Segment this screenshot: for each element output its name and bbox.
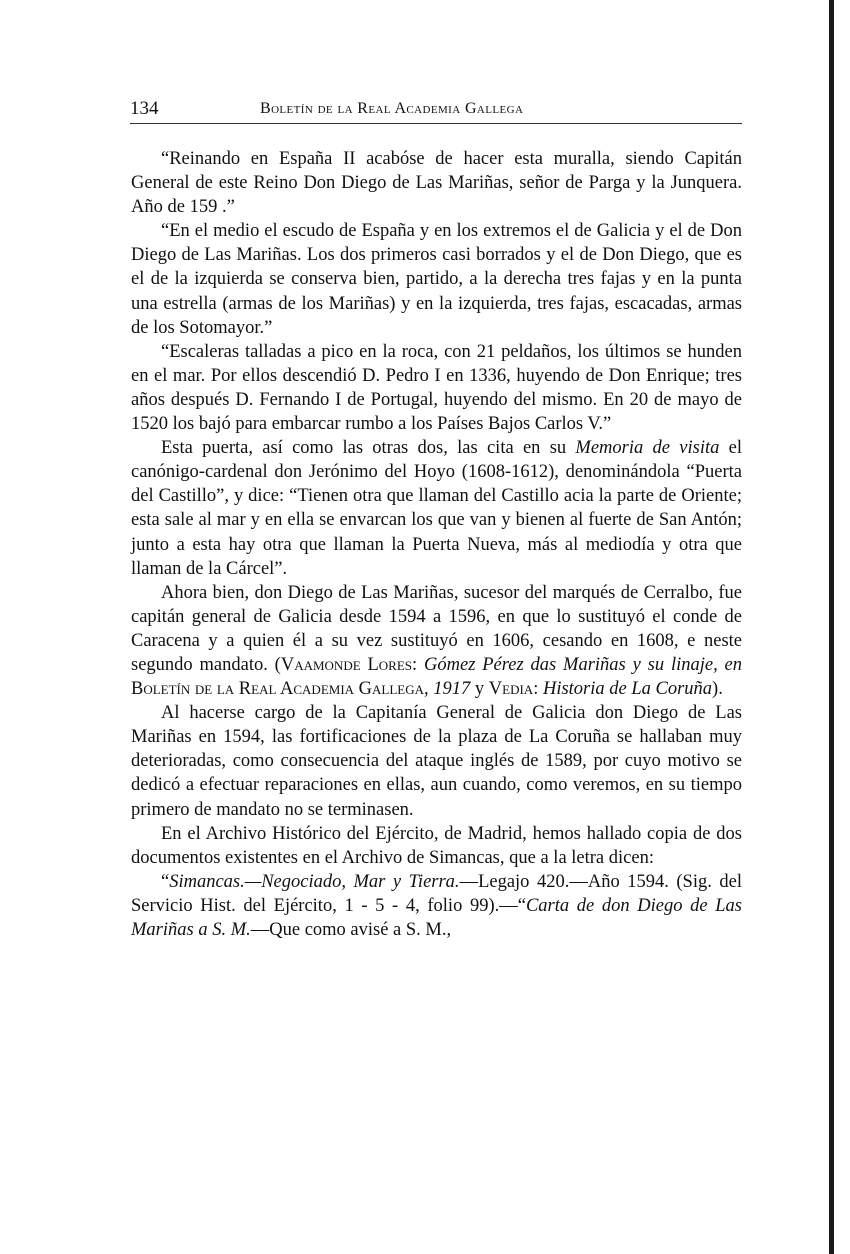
text-run: —Que como avisé a S. M.,	[250, 920, 452, 940]
body-text	[131, 147, 742, 942]
page-edge-border	[829, 0, 834, 1254]
smallcaps-text: Boletín de la Real Academia Gallega	[131, 679, 425, 700]
text-run: ,	[424, 679, 434, 700]
text-run: En el Archivo Histórico del Ejército, de Madrid, hemos hallado copia de dos documentos existentes en el Archivo de Simancas, que a la letra dicen:	[131, 823, 742, 868]
text-run: el canónigo-cardenal don Jerónimo del Hoyo (1608-1612), denominándola “Puerta del Castillo”, y dice: “Tienen otra que llaman del Castillo acia la parte de Oriente; esta sale al mar y en ella se envarcan los que van y bienen al fuerte de San Antón; junto a esta hay otra que llaman la Puerta Nueva, más al mediodía y otra que llaman de la Cárcel”.	[131, 438, 742, 579]
smallcaps-text: Vedia	[488, 679, 534, 700]
text-run: —Legajo 420.—Año 1594. (Sig. del Servicio Hist. del Ejército, 1 - 5 - 4, folio 99).—“	[131, 871, 742, 916]
text-run: “Escaleras talladas a pico en la roca, con 21 peldaños, los últimos se hunden en el mar. Por ellos descendió D. Pedro I en 1336, huyendo de Don Enrique; tres años después D. Fernando I de Portugal, huyendo del mismo. En 20 de mayo de 1520 los bajó para embarcar rumbo a los Países Bajos Carlos V.”	[131, 341, 742, 435]
paragraph	[131, 147, 742, 219]
text-run: Al hacerse cargo de la Capitanía General de Galicia don Diego de Las Mariñas en 1594, las fortificaciones de la plaza de La Coruña se hallaban muy deterioradas, como consecuencia del ataque inglés de 1589, por cuyo motivo se dedicó a efectuar reparaciones en ellas, aun cuando, como veremos, en su tiempo primero de mandato no se terminasen.	[131, 703, 742, 820]
header-rule	[130, 123, 742, 124]
text-run: :	[533, 679, 543, 700]
italic-text: Simancas.—Negociado, Mar y Tierra.	[169, 871, 460, 892]
paragraph	[131, 436, 742, 581]
italic-text: Carta de don Diego de Las Mariñas a S. M.	[131, 895, 742, 940]
paragraph	[131, 340, 742, 436]
paragraph	[131, 701, 742, 821]
running-header	[130, 94, 742, 124]
text-run: ).	[712, 679, 723, 700]
text-run: “En el medio el escudo de España y en los extremos el de Galicia y el de Don Diego de Las Mariñas. Los dos primeros casi borrados y el de Don Diego, que es el de la izquierda se conserva bien, partido, a la derecha tres fajas y en la punta una estrella (armas de los Mariñas) y en la izquierda, tres fajas, escacadas, armas de los Sotomayor.”	[131, 221, 742, 338]
italic-text: Historia de La Coruña	[542, 679, 713, 700]
page-number: 134	[130, 98, 159, 119]
italic-text: Memoria de visita	[575, 438, 720, 459]
paragraph	[131, 581, 742, 701]
text-run: Ahora bien, don Diego de Las Mariñas, sucesor del marqués de Cerralbo, fue capitán general de Galicia desde 1594 a 1596, en que lo sustituyó el conde de Caracena y a quien él a su vez sustituyó en 1606, cesando en 1608, e neste segundo mandato. (	[131, 582, 742, 675]
text-run: y	[470, 679, 489, 700]
text-run: :	[412, 654, 425, 675]
paragraph	[131, 219, 742, 339]
paragraph	[131, 822, 742, 870]
text-run: Esta puerta, así como las otras dos, las cita en su	[161, 438, 576, 459]
italic-text: Gómez Pérez das Mariñas y su linaje, en	[424, 654, 743, 675]
smallcaps-text: Vaamonde Lores	[280, 654, 413, 675]
paragraph	[131, 870, 742, 942]
italic-text: 1917	[433, 679, 471, 700]
text-run: “	[161, 871, 170, 892]
text-run: “Reinando en España II acabóse de hacer esta muralla, siendo Capitán General de este Reino Don Diego de Las Mariñas, señor de Parga y la Junquera. Año de 159 .”	[131, 149, 742, 218]
running-title: Boletín de la Real Academia Gallega	[260, 100, 524, 117]
